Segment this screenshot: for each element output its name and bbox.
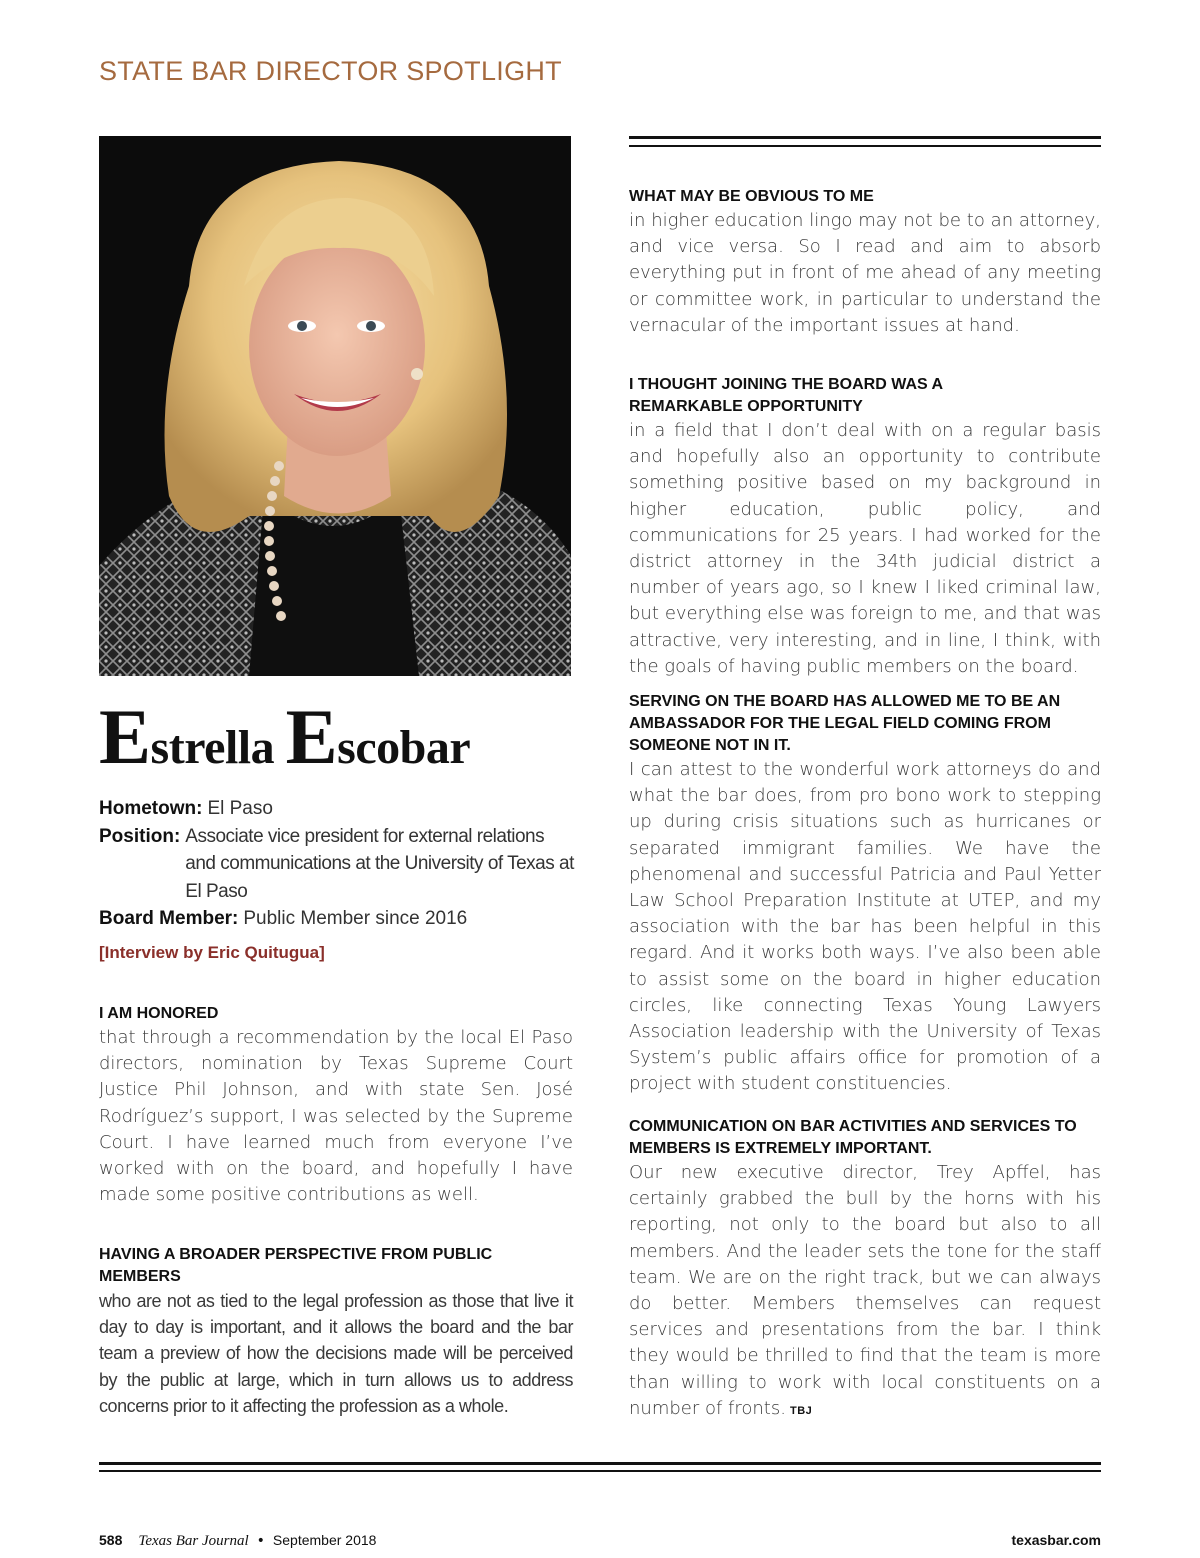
name-last-initial: E bbox=[285, 693, 338, 780]
section-heading: COMMUNICATION ON BAR ACTIVITIES AND SERVICES TO MEMBERS IS EXTREMELY IMPORTANT. bbox=[629, 1118, 1077, 1157]
bottom-rule-thin bbox=[99, 1470, 1101, 1472]
portrait-illustration bbox=[99, 136, 571, 676]
hometown-row bbox=[99, 795, 579, 823]
position-row bbox=[99, 823, 579, 906]
left-section-2 bbox=[99, 1244, 573, 1419]
left-section-1 bbox=[99, 1003, 573, 1208]
section-body-text: Our new executive director, Trey Apffel, has certainly grabbed the bull by the horns with his reporting, not only to the board but also to all members. And the leader sets the tone for the staff team. We are on the right track, but we can always do better. Members themselves can request services and presentations from the bar. I think they would be thrilled to find that the team is more than willing to work with local constituents on a number of fronts. bbox=[629, 1162, 1101, 1419]
right-section-3 bbox=[629, 691, 1101, 1098]
section-body bbox=[629, 1160, 1101, 1424]
footer-bullet: • bbox=[256, 1533, 265, 1549]
section-body: who are not as tied to the legal profession as those that live it day to day is important, and it allows the board and the bar team a preview of how the decisions made will be perceived by the public at large, which in turn allows us to address concerns prior to it affecting the profession as a whole. bbox=[99, 1291, 573, 1416]
section-body: that through a recommendation by the local El Paso directors, nomination by Texas Supreme Court Justice Phil Johnson, and with state Sen. José Rodríguez’s support, I was selected by the Supreme Court. I have learned much from everyone I’ve worked with on the board, and hopefully I have made some positive contributions as well. bbox=[99, 1027, 573, 1206]
website-link[interactable]: texasbar.com bbox=[1011, 1532, 1101, 1548]
right-section-2 bbox=[629, 374, 1101, 680]
page-number: 588 bbox=[99, 1532, 123, 1548]
section-heading: WHAT MAY BE OBVIOUS TO ME bbox=[629, 188, 874, 205]
hometown-label: Hometown: bbox=[99, 798, 203, 819]
section-body: in higher education lingo may not be to an attorney, and vice versa. So I read and aim to absorb everything put in front of me ahead of any meeting or committee work, in particular to understand the vernacular of the important issues at hand. bbox=[629, 210, 1101, 336]
section-heading: I THOUGHT JOINING THE BOARD WAS A REMARKABLE OPPORTUNITY bbox=[629, 376, 943, 415]
board-value: Public Member since 2016 bbox=[243, 908, 468, 929]
section-label: STATE BAR DIRECTOR SPOTLIGHT bbox=[99, 56, 562, 86]
position-value: Associate vice president for external relations and communications at the University of Texas at El Paso bbox=[185, 825, 574, 902]
issue-date: September 2018 bbox=[272, 1532, 377, 1548]
right-section-4 bbox=[629, 1116, 1101, 1424]
hometown-value: El Paso bbox=[207, 798, 273, 819]
position-label: Position: bbox=[99, 825, 181, 847]
section-heading: SERVING ON THE BOARD HAS ALLOWED ME TO BE AN AMBASSADOR FOR THE LEGAL FIELD COMING FROM SOMEONE NOT IN IT. bbox=[629, 693, 1061, 754]
board-row bbox=[99, 905, 579, 933]
name-first-rest: strella bbox=[150, 721, 275, 774]
top-rule-thick bbox=[629, 136, 1101, 139]
board-label: Board Member: bbox=[99, 908, 239, 929]
section-heading: I AM HONORED bbox=[99, 1005, 219, 1022]
right-section-1 bbox=[629, 186, 1101, 339]
journal-name: Texas Bar Journal bbox=[138, 1533, 249, 1549]
profile-info bbox=[99, 795, 579, 966]
tbj-end-mark: TBJ bbox=[789, 1404, 813, 1417]
name-last-rest: scobar bbox=[337, 721, 471, 774]
bottom-rule-thick bbox=[99, 1462, 1101, 1465]
section-body: I can attest to the wonderful work attorneys do and what the bar does, from pro bono work to stepping up during crisis situations such as hurricanes or separated immigrant families. We have the phenomenal and successful Patricia and Paul Yetter Law School Preparation Institute at UTEP, and my association with the bar has been helpful in this regard. And it works both ways. I’ve also been able to assist some on the board in higher education circles, like connecting Texas Young Lawyers Association leadership with the University of Texas System’s public affairs office for promotion of a project with student constituencies. bbox=[629, 759, 1101, 1095]
page-footer bbox=[99, 1532, 1101, 1550]
section-body: in a field that I don’t deal with on a regular basis and hopefully also an opportunity to contribute something positive based on my background in higher education, public policy, and communications for 25 years. I had worked for the district attorney in the 34th judicial district a number of years ago, so I knew I liked criminal law, but everything else was foreign to me, and that was attractive, very interesting, and in line, I think, with the goals of having public members on the board. bbox=[629, 420, 1101, 677]
portrait-photo bbox=[99, 136, 571, 676]
footer-left bbox=[99, 1532, 376, 1550]
profile-name bbox=[99, 693, 579, 780]
interview-byline: [Interview by Eric Quitugua] bbox=[99, 942, 325, 962]
top-rule-thin bbox=[629, 145, 1101, 147]
name-first-initial: E bbox=[99, 693, 151, 780]
section-heading: HAVING A BROADER PERSPECTIVE FROM PUBLIC MEMBERS bbox=[99, 1246, 493, 1285]
